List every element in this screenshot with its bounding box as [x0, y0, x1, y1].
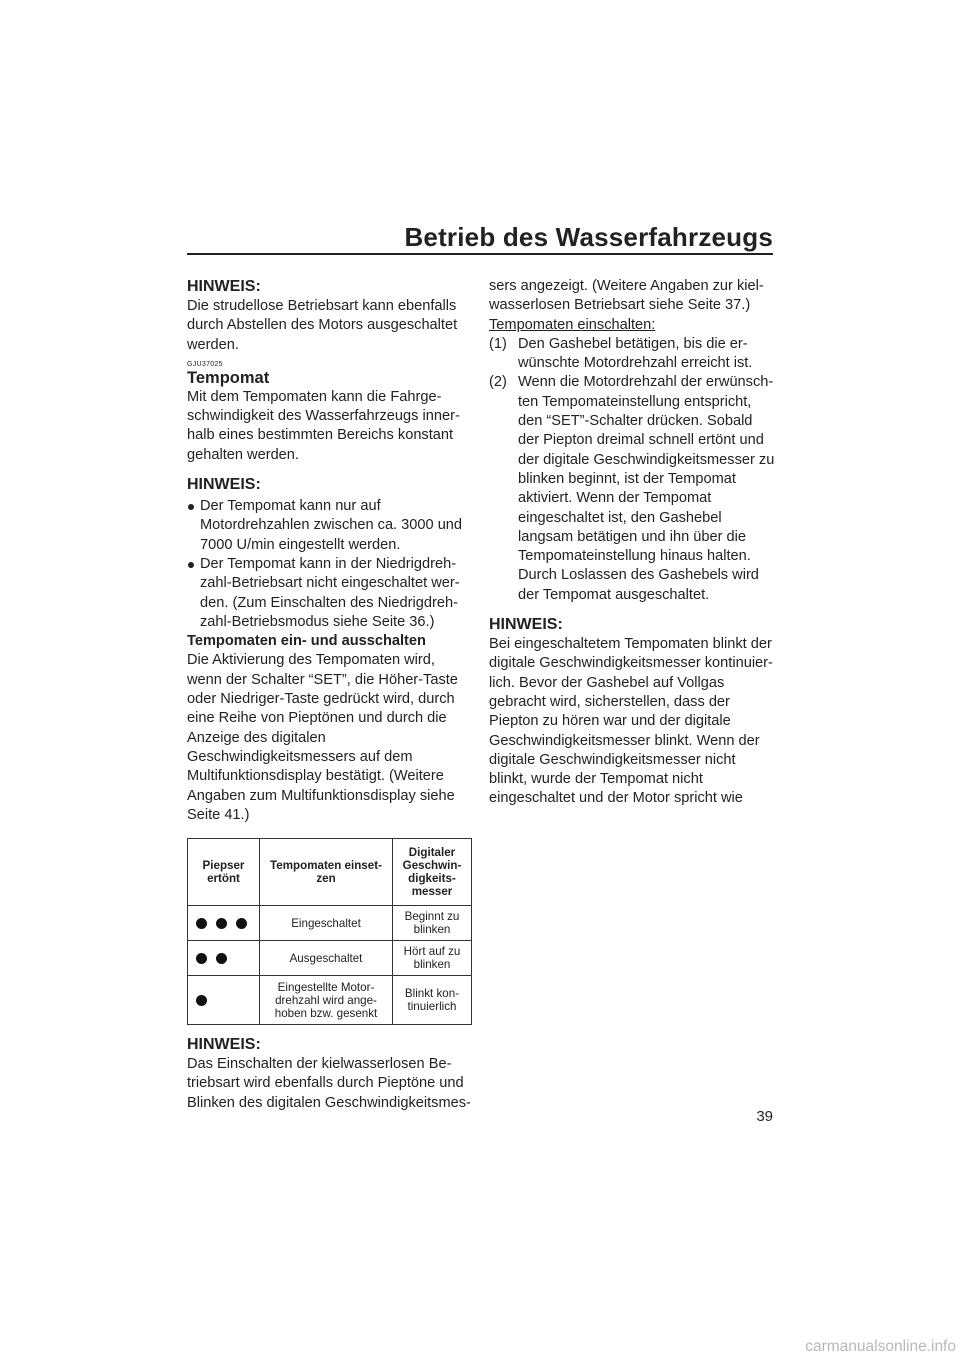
- bullet-item: Der Tempomat kann in der Niedrigdrehzahl-Betriebsart nicht eingeschaltet werden. (Zum Einschalten des Niedrigdrehzahl-Betriebsmodus siehe Seite 36.): [187, 555, 473, 632]
- step-item: [489, 373, 775, 605]
- cruise-control-table: [187, 838, 472, 1025]
- note-heading: HINWEIS:: [187, 278, 261, 295]
- note-heading: HINWEIS:: [187, 1036, 261, 1054]
- table-row: [188, 906, 472, 941]
- note-text: Bei eingeschaltetem Tempomaten blinkt der digitale Geschwindigkeitsmesser kontinuierlich. Bevor der Gashebel auf Vollgas gebracht wird, sicherstellen, dass der Piepton zu hören war und der digitale Geschwindigkeitsmesser blinkt. Wenn der digitale Geschwindigkeitsmesser nicht blinkt, wurde der Tempomat nicht eingeschaltet und der Motor spricht wie: [489, 636, 773, 807]
- subsection-text: Die Aktivierung des Tempomaten wird, wenn der Schalter “SET”, die Höher-Taste oder Niedriger-Taste gedrückt wird, durch eine Reihe von Pieptönen und durch die Anzeige des digitalen Geschwindigkeitsmessers auf dem Multifunktionsdisplay bestätigt. (Weitere Angaben zum Multifunktionsdisplay siehe Seite 41.): [187, 652, 458, 823]
- note-heading: HINWEIS:: [187, 476, 261, 494]
- section-intro: Mit dem Tempomaten kann die Fahrgeschwindigkeit des Wasserfahrzeugs innerhalb eines bestimmten Bereichs konstant gehalten werden.: [187, 388, 460, 463]
- beep-dot-icon: [236, 918, 247, 929]
- note-text: Das Einschalten der kielwasserlosen Betriebsart wird ebenfalls durch Pieptöne und Blinken des digitalen Geschwindigkeitsmes-: [187, 1056, 471, 1111]
- subsection-heading: Tempomaten ein- und ausschalten: [187, 633, 426, 650]
- note-block-2: [187, 475, 473, 632]
- step-number: (1): [489, 335, 507, 352]
- beep-dot-icon: [196, 953, 207, 964]
- section-code: GJU37025: [187, 360, 223, 368]
- watermark: carmanualsonline.info: [805, 1338, 956, 1355]
- left-column: [187, 277, 473, 1113]
- activate-heading: Tempomaten einschalten:: [489, 316, 656, 333]
- step-item: [489, 335, 775, 374]
- note-block-1: [187, 277, 473, 355]
- note-heading: HINWEIS:: [489, 616, 563, 634]
- continuation-text: sers angezeigt. (Weitere Angaben zur kielwasserlosen Betriebsart siehe Seite 37.): [489, 278, 764, 314]
- beep-indicator: [188, 941, 260, 976]
- note-text: Die strudellose Betriebsart kann ebenfalls durch Abstellen des Motors ausgeschaltet werden.: [187, 298, 458, 353]
- right-column: [489, 277, 775, 809]
- section-heading-tempomat: Tempomat: [187, 368, 270, 387]
- table-cell: Beginnt zu blinken: [393, 906, 472, 941]
- beep-dot-icon: [216, 953, 227, 964]
- header-rule: [187, 253, 773, 255]
- note-bullet-list: [187, 497, 473, 632]
- step-text: Wenn die Motordrehzahl der erwünschten Tempomateinstellung entspricht, den “SET”-Schalter drücken. Sobald der Piepton dreimal schnell ertönt und der digitale Geschwindigkeitsmesser zu blinken beginnt, ist der Tempomat aktiviert. Wenn der Tempomat eingeschaltet ist, den Gashebel langsam betätigen und ihn über die Tempomateinstellung hinaus halten. Durch Loslassen des Gashebels wird der Tempomat ausgeschaltet.: [518, 374, 775, 603]
- table-header-cell: Tempomaten einsetzen: [260, 839, 393, 906]
- table-cell: Eingestellte Motordrehzahl wird angehoben bzw. gesenkt: [260, 976, 393, 1025]
- page-title: Betrieb des Wasserfahrzeugs: [404, 222, 773, 252]
- table-header-cell: Piepser ertönt: [188, 839, 260, 906]
- table-header-cell: Digitaler Geschwindigkeitsmesser: [393, 839, 472, 906]
- table-cell: Eingeschaltet: [260, 906, 393, 941]
- beep-indicator: [188, 906, 260, 941]
- note-block-4: [489, 615, 775, 809]
- beep-dot-icon: [216, 918, 227, 929]
- beep-dot-icon: [196, 918, 207, 929]
- table-header-row: [188, 839, 472, 906]
- beep-dot-icon: [196, 995, 207, 1006]
- page-number: 39: [756, 1108, 773, 1125]
- table-row: [188, 941, 472, 976]
- step-text: Den Gashebel betätigen, bis die erwünschte Motordrehzahl erreicht ist.: [518, 335, 753, 372]
- note-block-3: [187, 1035, 473, 1113]
- bullet-item: Der Tempomat kann nur auf Motordrehzahlen zwischen ca. 3000 und 7000 U/min eingestellt werden.: [187, 497, 473, 555]
- table-cell: Hört auf zu blinken: [393, 941, 472, 976]
- table-cell: Ausgeschaltet: [260, 941, 393, 976]
- beep-indicator: [188, 976, 260, 1025]
- step-number: (2): [489, 374, 507, 391]
- table-row: [188, 976, 472, 1025]
- step-list: [489, 335, 775, 605]
- table-cell: Blinkt kontinuierlich: [393, 976, 472, 1025]
